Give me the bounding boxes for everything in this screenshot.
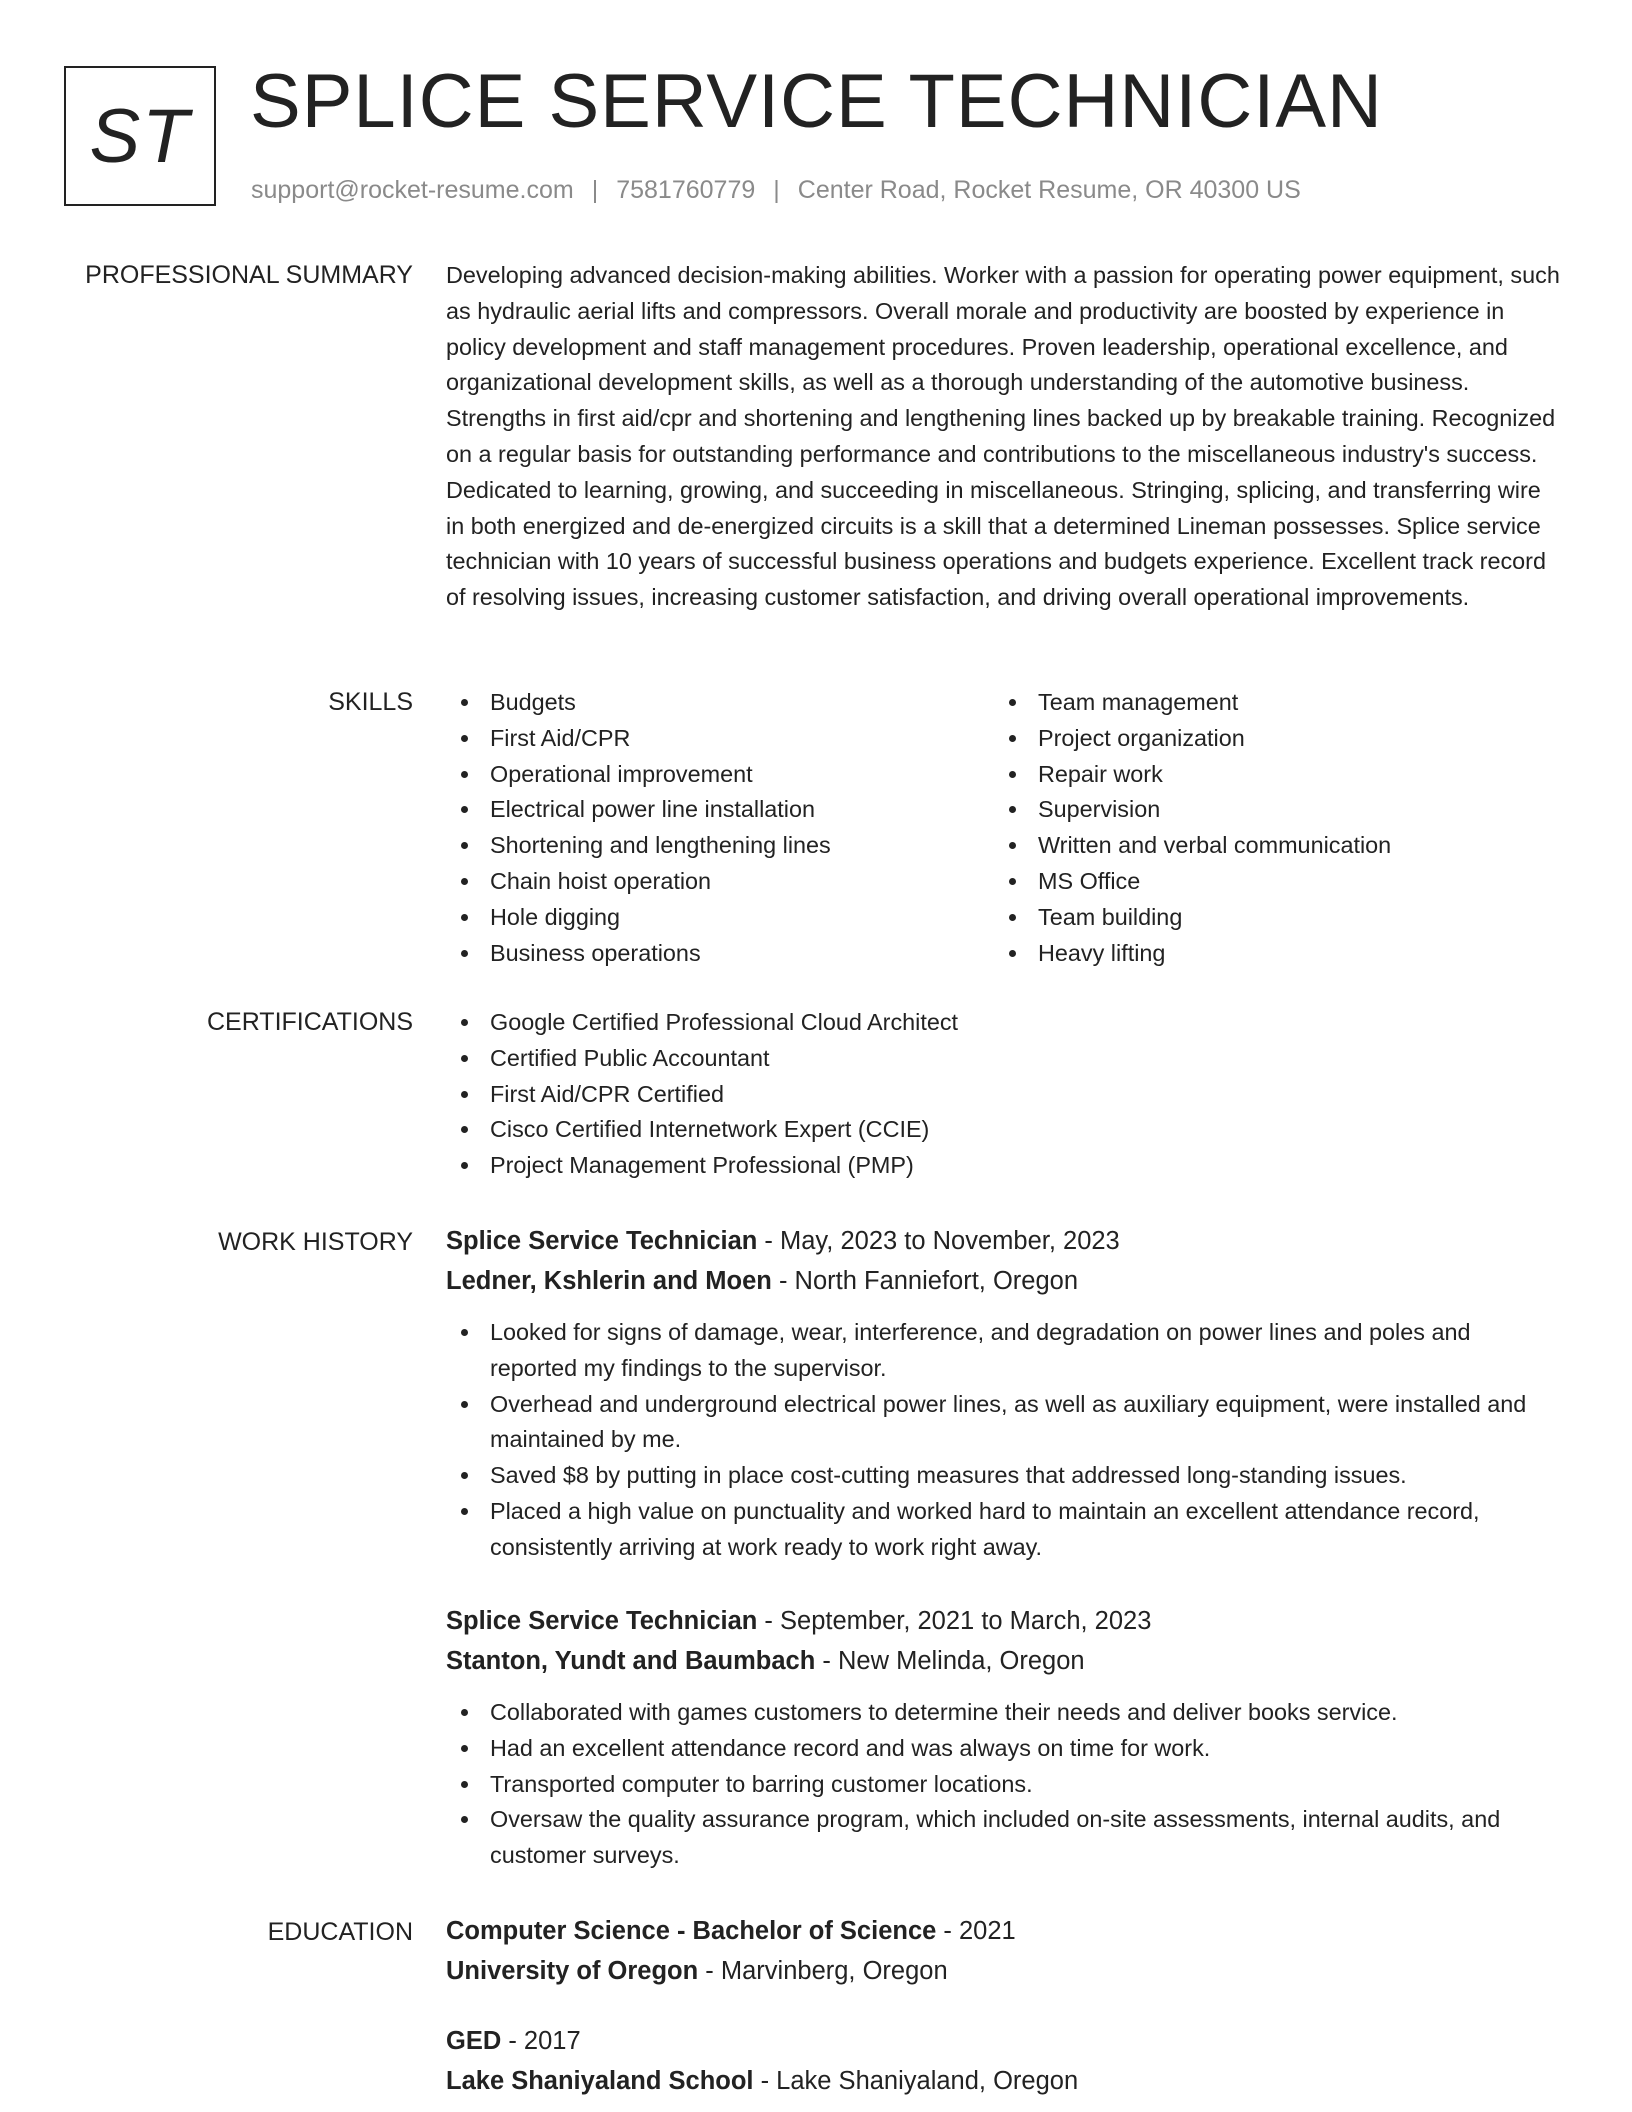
job-company-line — [446, 1261, 1564, 1301]
education-school-line — [446, 2061, 1564, 2101]
job-entry — [446, 1601, 1564, 1874]
skill-item: Electrical power line installation — [446, 792, 994, 828]
certification-item: First Aid/CPR Certified — [446, 1077, 1564, 1113]
job-bullet: Placed a high value on punctuality and worked hard to maintain an excellent attendance record, consistently arriving at work ready to work right away. — [446, 1494, 1564, 1566]
skill-item: First Aid/CPR — [446, 721, 994, 757]
skill-item: Chain hoist operation — [446, 864, 994, 900]
education-school-line — [446, 1951, 1564, 1991]
skills-list-left — [446, 685, 994, 971]
job-bullet: Had an excellent attendance record and was always on time for work. — [446, 1731, 1564, 1767]
certifications-list — [446, 1005, 1564, 1184]
job-dates: - May, 2023 to November, 2023 — [757, 1227, 1120, 1255]
skill-item: Shortening and lengthening lines — [446, 828, 994, 864]
education-location: - Marvinberg, Oregon — [698, 1957, 948, 1985]
monogram-logo — [64, 66, 216, 206]
summary-content — [446, 258, 1564, 616]
education-degree: GED — [446, 2027, 502, 2055]
job-bullet: Transported computer to barring customer locations. — [446, 1767, 1564, 1803]
education-degree-line — [446, 2021, 1564, 2061]
certification-item: Project Management Professional (PMP) — [446, 1148, 1564, 1184]
job-title-line — [446, 1601, 1564, 1641]
job-location: - New Melinda, Oregon — [815, 1647, 1085, 1675]
education-entry — [446, 1911, 1564, 1991]
certification-item: Cisco Certified Internetwork Expert (CCIE) — [446, 1112, 1564, 1148]
skills-list-right — [994, 685, 1542, 971]
job-bullet: Overhead and underground electrical power lines, as well as auxiliary equipment, were installed and maintained by me. — [446, 1387, 1564, 1459]
job-company: Ledner, Kshlerin and Moen — [446, 1267, 772, 1295]
contact-line — [251, 174, 1301, 206]
job-bullet: Saved $8 by putting in place cost-cutting measures that addressed long-standing issues. — [446, 1458, 1564, 1494]
education-year: - 2021 — [936, 1917, 1016, 1945]
job-company-line — [446, 1641, 1564, 1681]
skill-item: Hole digging — [446, 900, 994, 936]
contact-email[interactable]: support@rocket-resume.com — [251, 176, 574, 204]
skill-item: Operational improvement — [446, 757, 994, 793]
skill-item: Project organization — [994, 721, 1542, 757]
section-label-skills: SKILLS — [328, 688, 413, 716]
job-title: Splice Service Technician — [446, 1227, 758, 1255]
skill-item: Repair work — [994, 757, 1542, 793]
skill-item: Supervision — [994, 792, 1542, 828]
skill-item: Team building — [994, 900, 1542, 936]
education-school: Lake Shaniyaland School — [446, 2067, 754, 2095]
job-bullet: Collaborated with games customers to determine their needs and deliver books service. — [446, 1695, 1564, 1731]
contact-separator: | — [591, 176, 599, 204]
job-bullet: Oversaw the quality assurance program, which included on-site assessments, internal audits, and customer surveys. — [446, 1802, 1564, 1874]
skill-item: Budgets — [446, 685, 994, 721]
section-label-work-history: WORK HISTORY — [218, 1228, 413, 1256]
education-degree-line — [446, 1911, 1564, 1951]
section-label-summary: PROFESSIONAL SUMMARY — [85, 261, 413, 289]
contact-separator: | — [773, 176, 780, 204]
job-dates: - September, 2021 to March, 2023 — [757, 1607, 1152, 1635]
education-school: University of Oregon — [446, 1957, 699, 1985]
skill-item: Heavy lifting — [994, 936, 1542, 972]
job-bullet: Looked for signs of damage, wear, interference, and degradation on power lines and poles and reported my findings to the supervisor. — [446, 1315, 1564, 1387]
education-entry — [446, 2021, 1564, 2101]
skill-item: MS Office — [994, 864, 1542, 900]
certification-item: Certified Public Accountant — [446, 1041, 1564, 1077]
resume-title: SPLICE SERVICE TECHNICIAN — [250, 59, 1383, 144]
job-location: - North Fanniefort, Oregon — [771, 1267, 1079, 1295]
skill-item: Written and verbal communication — [994, 828, 1542, 864]
job-title-line — [446, 1221, 1564, 1261]
job-bullets — [446, 1315, 1564, 1566]
skill-item: Business operations — [446, 936, 994, 972]
job-bullets — [446, 1695, 1564, 1874]
certifications-content — [446, 1005, 1564, 1184]
contact-phone[interactable]: 7581760779 — [616, 176, 756, 204]
education-year: - 2017 — [501, 2027, 581, 2055]
certification-item: Google Certified Professional Cloud Architect — [446, 1005, 1564, 1041]
job-entry — [446, 1221, 1564, 1566]
monogram-initials: ST — [89, 93, 191, 179]
contact-address: Center Road, Rocket Resume, OR 40300 US — [797, 176, 1301, 204]
education-location: - Lake Shaniyaland, Oregon — [753, 2067, 1079, 2095]
skills-columns — [446, 685, 1564, 971]
skill-item: Team management — [994, 685, 1542, 721]
section-label-certifications: CERTIFICATIONS — [206, 1008, 413, 1036]
section-label-education: EDUCATION — [267, 1918, 413, 1946]
summary-text: Developing advanced decision-making abilities. Worker with a passion for operating power equipment, such as hydraulic aerial lifts and compressors. Overall morale and productivity are boosted by experience in policy development and staff management procedures. Proven leadership, operational excellence, and organizational development skills, as well as a thorough understanding of the automotive business. Strengths in first aid/cpr and shortening and lengthening lines backed up by breakable training. Recognized on a regular basis for outstanding performance and contributions to the miscellaneous industry's success. Dedicated to learning, growing, and succeeding in miscellaneous. Stringing, splicing, and transferring wire in both energized and de-energized circuits is a skill that a determined Lineman possesses. Splice service technician with 10 years of successful business operations and budgets experience. Excellent track record of resolving issues, increasing customer satisfaction, and driving overall operational improvements. — [446, 262, 1560, 611]
job-title: Splice Service Technician — [446, 1607, 758, 1635]
job-company: Stanton, Yundt and Baumbach — [446, 1647, 816, 1675]
education-degree: Computer Science - Bachelor of Science — [446, 1917, 937, 1945]
